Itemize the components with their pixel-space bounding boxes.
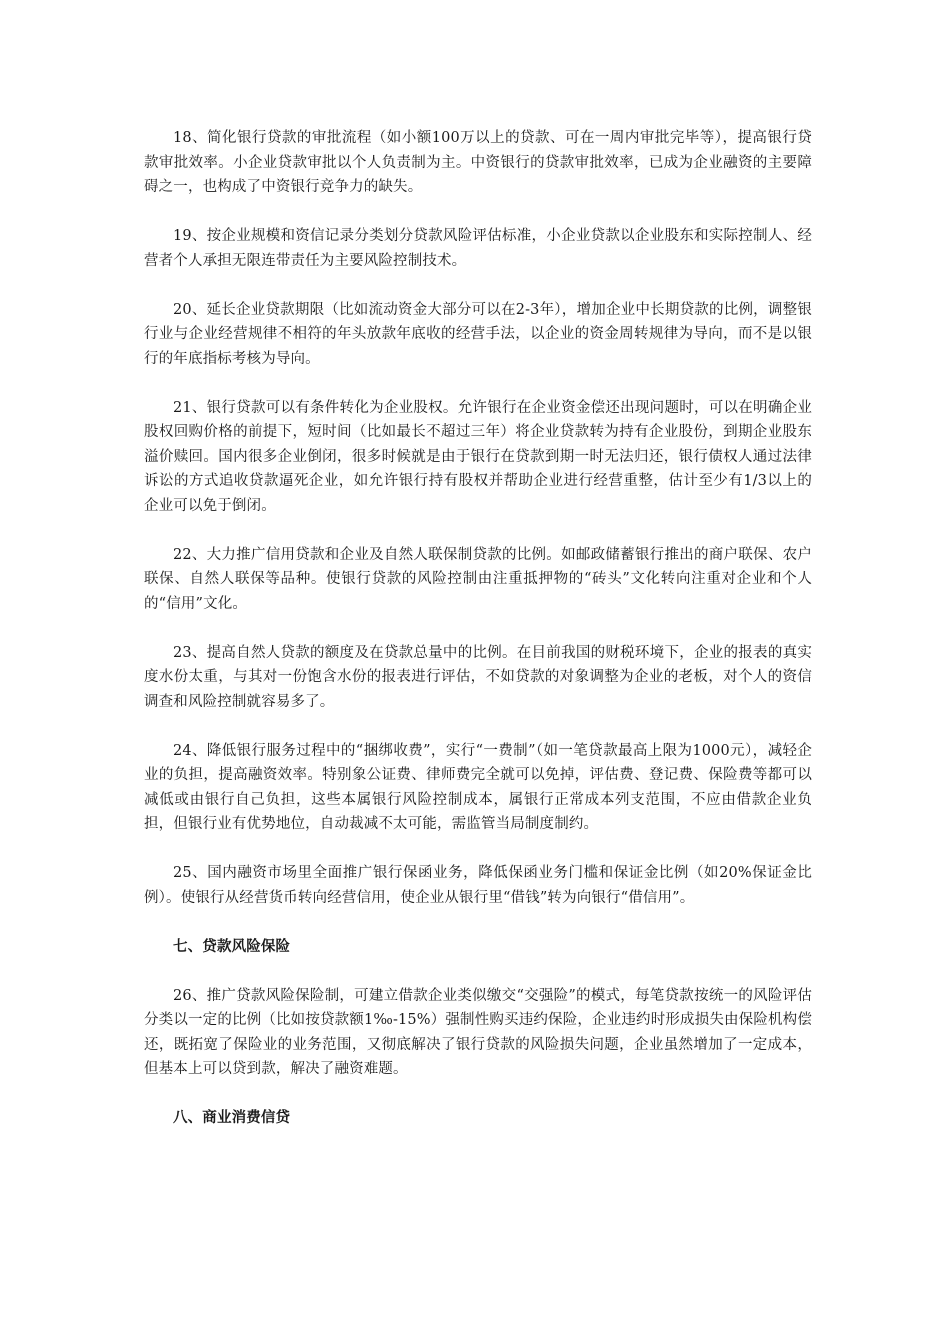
- section-heading-8: 八、商业消费信贷: [173, 1110, 291, 1126]
- paragraph-19: 19、按企业规模和资信记录分类划分贷款风险评估标准，小企业贷款以企业股东和实际控制人、经营者个人承担无限连带责任为主要风险控制技术。: [144, 228, 812, 269]
- section-heading-7: 七、贷款风险保险: [173, 938, 291, 955]
- paragraph-22: 22、大力推广信用贷款和企业及自然人联保制贷款的比例。如邮政储蓄银行推出的商户联保、农户联保、自然人联保等品种。使银行贷款的风险控制由注重抵押物的“砖头”文化转向注重对企业和个人的“信用”文化。: [144, 546, 812, 612]
- paragraph-26: 26、推广贷款风险保险制，可建立借款企业类似缴交“交强险”的模式，每笔贷款按统一的风险评估分类以一定的比例（比如按贷款额1‰-15%）强制性购买违约保险，企业违约时形成损失由保险机构偿还，既拓宽了保险业的业务范围，又彻底解决了银行贷款的风险损失问题，企业虽然增加了一定成本，但基本上可以贷到款，解决了融资难题。: [144, 987, 812, 1077]
- paragraph-25: 25、国内融资市场里全面推广银行保函业务，降低保函业务门槛和保证金比例（如20%保证金比例）。使银行从经营货币转向经营信用，使企业从银行里“借钱”转为向银行“借信用”。: [144, 865, 812, 906]
- document-page: [144, 126, 812, 1155]
- paragraph-23: 23、提高自然人贷款的额度及在贷款总量中的比例。在目前我国的财税环境下，企业的报表的真实度水份太重，与其对一份饱含水份的报表进行评估，不如贷款的对象调整为企业的老板，对个人的资信调查和风险控制就容易多了。: [144, 644, 812, 710]
- paragraph-18: 18、简化银行贷款的审批流程（如小额100万以上的贷款、可在一周内审批完毕等），提高银行贷款审批效率。小企业贷款审批以个人负责制为主。中资银行的贷款审批效率，已成为企业融资的主要障碍之一，也构成了中资银行竞争力的缺失。: [144, 130, 812, 195]
- paragraph-24: 24、降低银行服务过程中的“捆绑收费”，实行“一费制”（如一笔贷款最高上限为1000元），减轻企业的负担，提高融资效率。特别象公证费、律师费完全就可以免掉，评估费、登记费、保险费等都可以减低或由银行自己负担，这些本属银行风险控制成本，属银行正常成本列支范围，不应由借款企业负担，但银行业有优势地位，自动裁减不太可能，需监管当局制度制约。: [144, 742, 812, 832]
- paragraph-20: 20、延长企业贷款期限（比如流动资金大部分可以在2-3年），增加企业中长期贷款的比例，调整银行业与企业经营规律不相符的年头放款年底收的经营手法，以企业的资金周转规律为导向，而不是以银行的年底指标考核为导向。: [144, 301, 812, 367]
- paragraph-21: 21、银行贷款可以有条件转化为企业股权。允许银行在企业资金偿还出现问题时，可以在明确企业股权回购价格的前提下，短时间（比如最长不超过三年）将企业贷款转为持有企业股份，到期企业股东溢价赎回。国内很多企业倒闭，很多时候就是由于银行在贷款到期一时无法归还，银行债权人通过法律诉讼的方式追收贷款逼死企业，如允许银行持有股权并帮助企业进行经营重整，估计至少有1/3以上的企业可以免于倒闭。: [144, 399, 812, 514]
